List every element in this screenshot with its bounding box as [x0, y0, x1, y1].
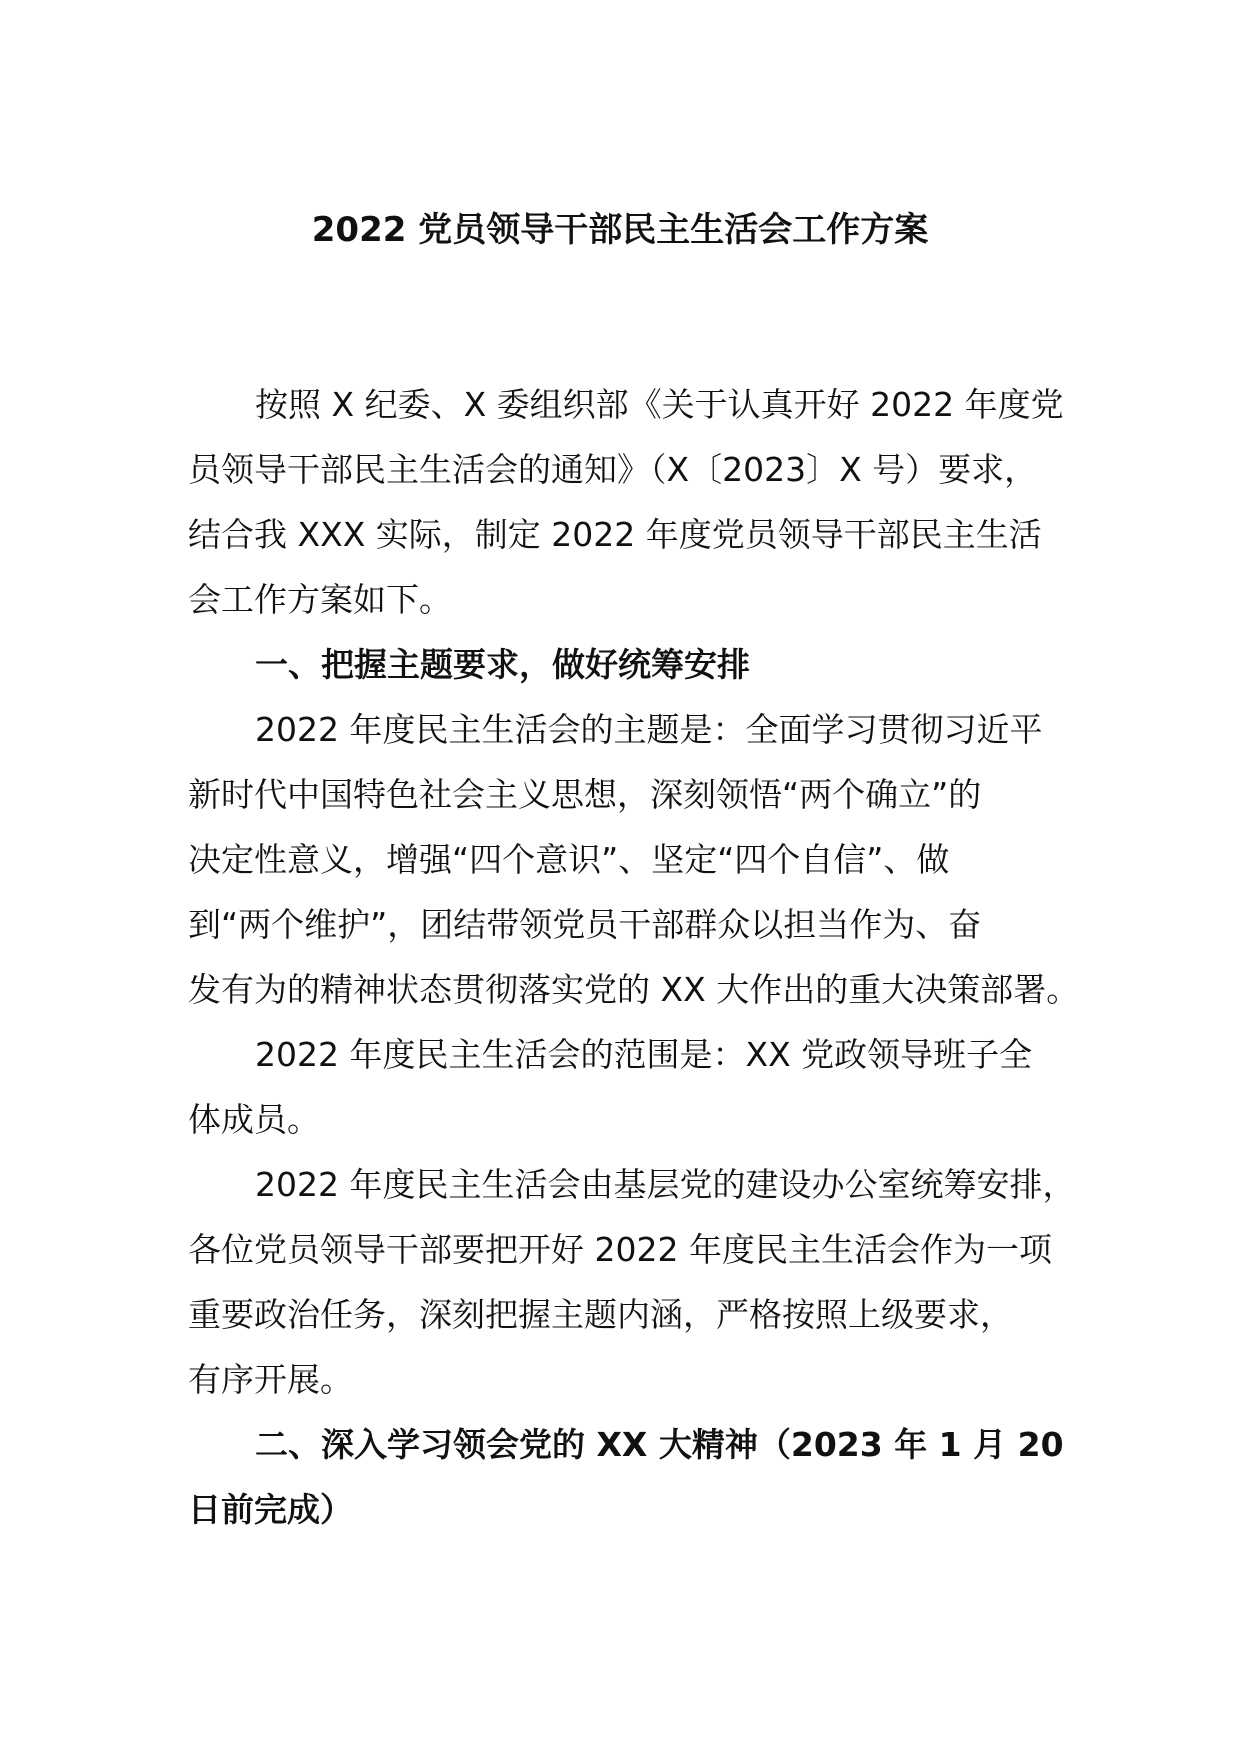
paragraph-arrangement-line: 各位党员领导干部要把开好 2022 年度民主生活会作为一项	[188, 1230, 1052, 1269]
document-title: 2022 党员领导干部民主生活会工作方案	[311, 210, 929, 250]
section-heading-2: 二、深入学习领会党的 XX 大精神（2023 年 1 月 20	[255, 1425, 1064, 1464]
paragraph-theme-line: 决定性意义，增强“四个意识”、坚定“四个自信”、做	[188, 840, 950, 879]
paragraph-theme-line: 到“两个维护”，团结带领党员干部群众以担当作为、奋	[188, 905, 982, 944]
paragraph-intro-line: 会工作方案如下。	[188, 580, 452, 619]
paragraph-scope-line: 体成员。	[188, 1100, 320, 1139]
paragraph-arrangement-line: 有序开展。	[188, 1360, 353, 1399]
paragraph-arrangement-line: 2022 年度民主生活会由基层党的建设办公室统筹安排，	[255, 1165, 1076, 1204]
paragraph-scope-line: 2022 年度民主生活会的范围是：XX 党政领导班子全	[255, 1035, 1033, 1074]
paragraph-intro-line: 结合我 XXX 实际，制定 2022 年度党员领导干部民主生活	[188, 515, 1042, 554]
paragraph-arrangement-line: 重要政治任务，深刻把握主题内涵，严格按照上级要求，	[188, 1295, 1013, 1334]
section-heading-1: 一、把握主题要求，做好统筹安排	[255, 645, 750, 684]
paragraph-theme-line: 2022 年度民主生活会的主题是：全面学习贯彻习近平	[255, 710, 1043, 749]
paragraph-theme-line: 发有为的精神状态贯彻落实党的 XX 大作出的重大决策部署。	[188, 970, 1080, 1009]
document-body	[188, 372, 1088, 1542]
paragraph-intro-line: 按照 X 纪委、X 委组织部《关于认真开好 2022 年度党	[255, 385, 1064, 424]
paragraph-intro-line: 员领导干部民主生活会的通知》（X〔2023〕X 号）要求，	[188, 450, 1038, 489]
paragraph-theme-line: 新时代中国特色社会主义思想，深刻领悟“两个确立”的	[188, 775, 982, 814]
section-heading-2: 日前完成）	[188, 1490, 353, 1529]
